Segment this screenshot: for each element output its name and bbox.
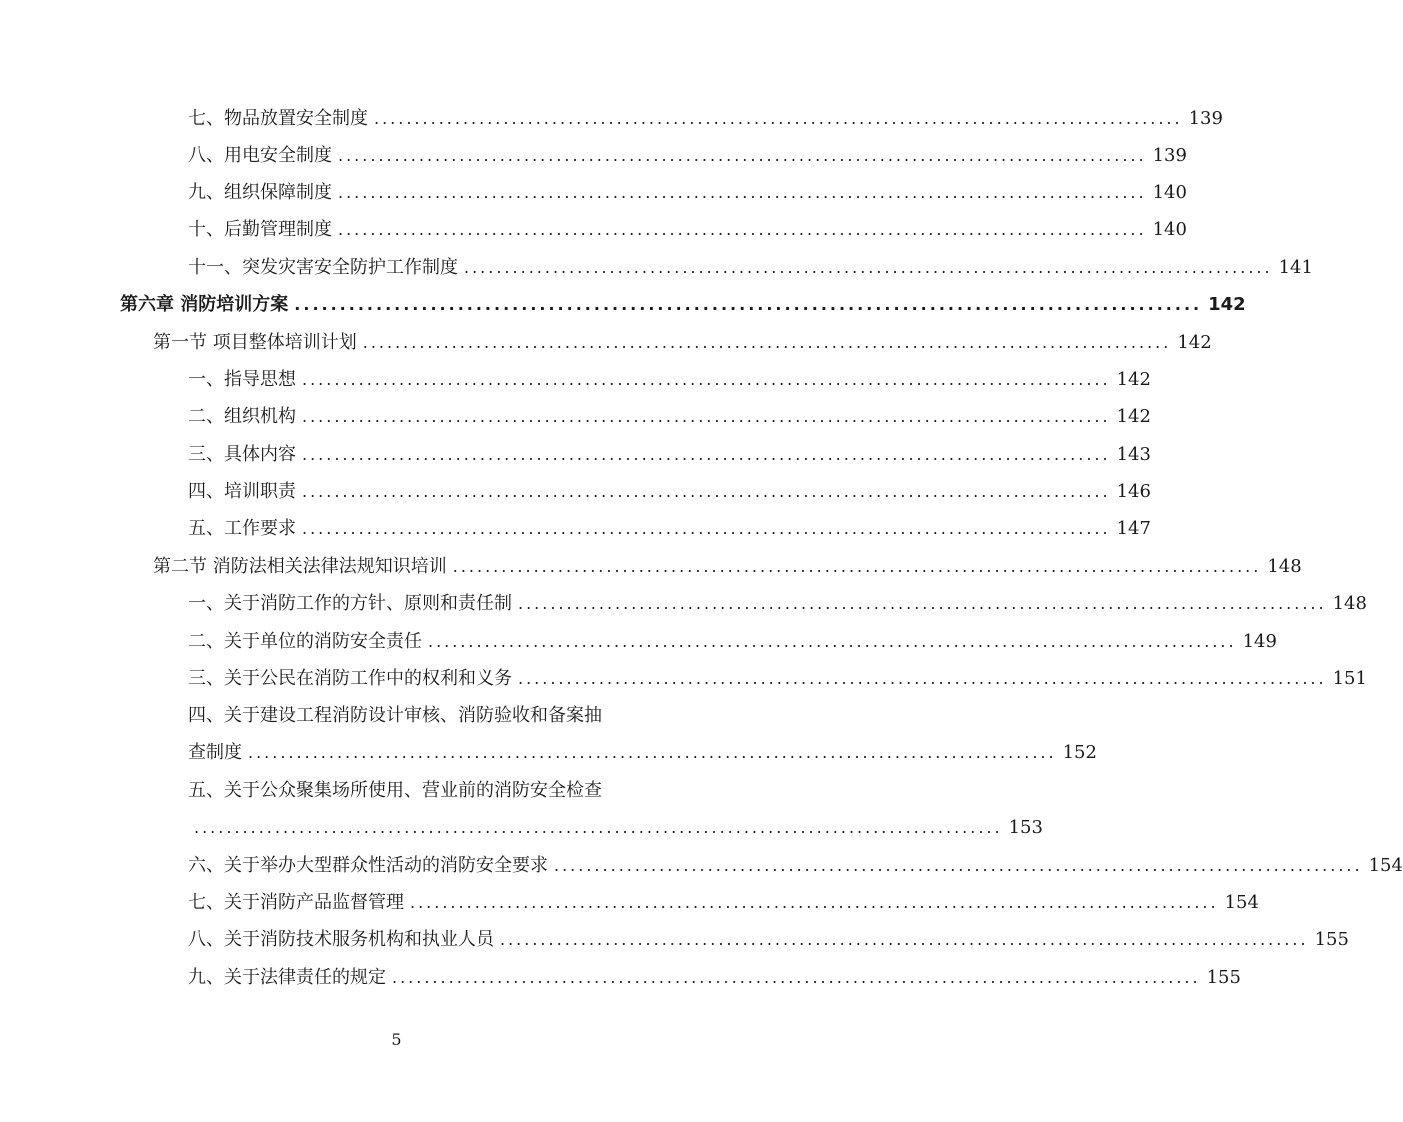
toc-leader: .................................................................................................... [338,220,1147,239]
toc-entry[interactable] [188,888,1259,918]
toc-entry-title: 六、关于举办大型群众性活动的消防安全要求 [188,855,548,876]
toc-entry-page: 143 [1116,444,1151,465]
toc-entry[interactable] [188,963,1241,993]
toc-entry[interactable] [188,365,1151,395]
page-number: 5 [391,1030,402,1049]
toc-entry[interactable] [188,253,1313,283]
toc-entry-title: 九、组织保障制度 [188,182,332,203]
toc-leader: .................................................................................................... [294,295,1203,314]
toc-entry-title: 八、关于消防技术服务机构和执业人员 [188,929,494,950]
toc-leader: .................................................................................................... [338,183,1147,202]
toc-entry-page: 148 [1332,593,1367,614]
toc-entry-page: 155 [1206,967,1241,988]
toc-section-entry[interactable] [153,552,1302,582]
toc-leader: .................................................................................................... [374,109,1183,128]
toc-leader: .................................................................................................... [302,482,1111,501]
toc-leader: .................................................................................................... [428,632,1237,651]
toc-entry-page: 142 [1116,369,1151,390]
toc-entry[interactable] [188,589,1367,619]
toc-leader: .................................................................................................... [302,370,1111,389]
toc-entry-page: 151 [1332,668,1367,689]
toc-entry[interactable] [188,141,1187,171]
toc-entry[interactable] [188,402,1151,432]
toc-entry-title: 四、培训职责 [188,481,296,502]
toc-entry[interactable] [188,664,1367,694]
toc-entry[interactable] [188,215,1187,245]
toc-entry[interactable] [188,178,1187,208]
toc-leader: .................................................................................................... [248,743,1057,762]
toc-entry-first-line[interactable] [188,776,673,806]
toc-entry[interactable] [188,627,1277,657]
toc-entry-title: 五、工作要求 [188,518,296,539]
toc-leader: .................................................................................................... [194,818,1003,837]
toc-leader: .................................................................................................... [410,893,1219,912]
toc-entry-title: 第一节 项目整体培训计划 [153,332,357,353]
toc-entry-title: 三、关于公民在消防工作中的权利和义务 [188,668,512,689]
toc-leader: .................................................................................................... [302,519,1111,538]
toc-entry-page: 153 [1008,817,1043,838]
toc-entry-title: 七、物品放置安全制度 [188,108,368,129]
toc-entry-continuation[interactable] [188,738,1097,768]
toc-entry-page: 148 [1267,556,1302,577]
toc-entry-title: 第二节 消防法相关法律法规知识培训 [153,556,447,577]
toc-entry-continuation[interactable] [188,813,1043,843]
toc-section-entry[interactable] [153,328,1212,358]
toc-entry-page: 139 [1152,145,1187,166]
toc-entry[interactable] [188,851,1403,881]
toc-leader: .................................................................................................... [302,445,1111,464]
toc-entry-page: 149 [1242,631,1277,652]
toc-leader: .................................................................................................... [452,557,1262,576]
toc-entry-title-continuation: 查制度 [188,742,242,763]
toc-leader: .................................................................................................... [518,594,1327,613]
toc-entry-title: 一、关于消防工作的方针、原则和责任制 [188,593,512,614]
toc-entry-page: 139 [1188,108,1223,129]
toc-leader: .................................................................................................... [362,333,1172,352]
toc-entry-title: 二、关于单位的消防安全责任 [188,631,422,652]
toc-entry-page: 152 [1062,742,1097,763]
toc-entry-page: 140 [1152,219,1187,240]
toc-entry-title: 三、具体内容 [188,444,296,465]
toc-entry-title: 一、指导思想 [188,369,296,390]
toc-entry-page: 154 [1224,892,1259,913]
toc-entry-page: 142 [1177,332,1212,353]
toc-entry[interactable] [188,477,1151,507]
toc-entry-page: 154 [1368,855,1403,876]
toc-entry[interactable] [188,104,1223,134]
toc-chapter-entry[interactable] [120,290,1246,320]
toc-leader: .................................................................................................... [518,669,1327,688]
toc-entry-title: 九、关于法律责任的规定 [188,967,386,988]
toc-entry-page: 142 [1208,294,1246,315]
toc-entry-page: 146 [1116,481,1151,502]
toc-entry-title: 十一、突发灾害安全防护工作制度 [188,257,458,278]
toc-leader: .................................................................................................... [302,407,1111,426]
toc-entry-title: 十、后勤管理制度 [188,219,332,240]
toc-leader: .................................................................................................... [392,968,1201,987]
toc-entry-title: 七、关于消防产品监督管理 [188,892,404,913]
toc-entry-title: 八、用电安全制度 [188,145,332,166]
toc-leader: .................................................................................................... [464,258,1273,277]
toc-entry[interactable] [188,925,1349,955]
toc-entry-title: 四、关于建设工程消防设计审核、消防验收和备案抽 [188,705,602,726]
toc-entry-page: 155 [1314,929,1349,950]
toc-entry[interactable] [188,514,1151,544]
toc-entry-title: 二、组织机构 [188,406,296,427]
toc-entry-page: 147 [1116,518,1151,539]
toc-leader: .................................................................................................... [554,856,1363,875]
toc-leader: .................................................................................................... [500,930,1309,949]
toc-entry[interactable] [188,440,1151,470]
toc-entry-page: 140 [1152,182,1187,203]
toc-entry-first-line[interactable] [188,701,673,731]
toc-entry-title: 第六章 消防培训方案 [120,294,289,315]
toc-entry-page: 142 [1116,406,1151,427]
toc-leader: .................................................................................................... [338,146,1147,165]
toc-entry-title: 五、关于公众聚集场所使用、营业前的消防安全检查 [188,780,602,801]
toc-entry-page: 141 [1278,257,1313,278]
